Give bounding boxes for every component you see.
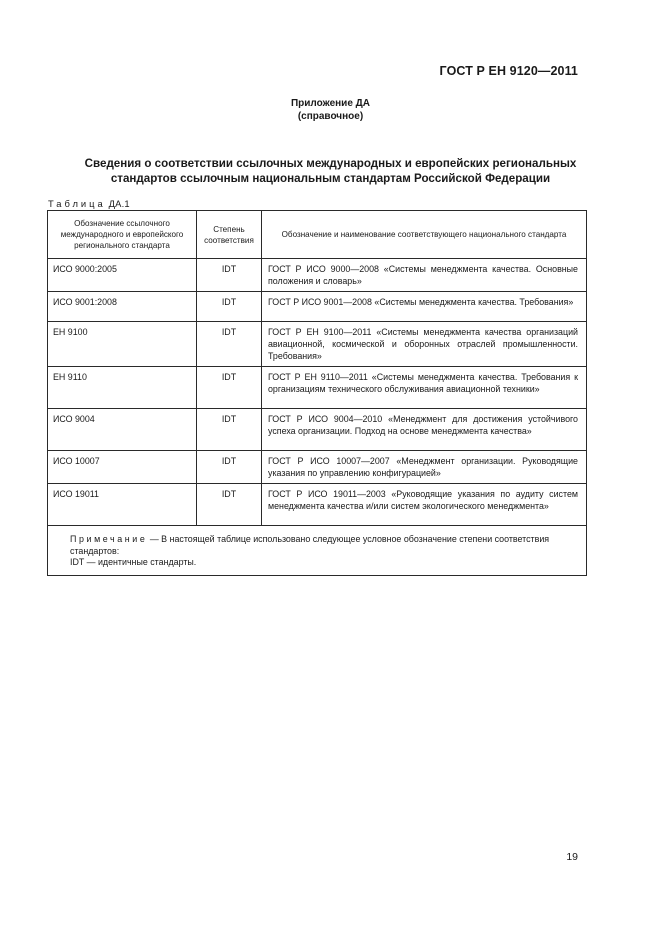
table-row <box>48 484 587 526</box>
reference-standard-cell: ИСО 9000:2005 <box>48 259 197 292</box>
degree-cell: IDT <box>197 367 262 409</box>
section-heading-line-1: Сведения о соответствии ссылочных международных и европейских региональных <box>84 157 577 170</box>
national-standard-cell: ГОСТ Р ИСО 10007—2007 «Менеджмент организации. Руководящие указания по управлению конфигурацией» <box>262 451 587 484</box>
table-caption-word: Таблица <box>48 198 106 209</box>
national-standard-cell: ГОСТ Р ИСО 9004—2010 «Менеджмент для достижения устойчивого успеха организации. Подход на основе менеджмента качества» <box>262 409 587 451</box>
national-standard-cell: ГОСТ Р ЕН 9100—2011 «Системы менеджмента качества организаций авиационной, космической и оборонных отраслей промышленности. Требования» <box>262 322 587 367</box>
degree-cell: IDT <box>197 484 262 526</box>
table-row <box>48 322 587 367</box>
national-standard-cell: ГОСТ Р ИСО 9000—2008 «Системы менеджмента качества. Основные положения и словарь» <box>262 259 587 292</box>
degree-cell: IDT <box>197 259 262 292</box>
header-national-standard: Обозначение и наименование соответствующего национального стандарта <box>262 211 587 259</box>
appendix-title: Приложение ДА <box>290 98 371 109</box>
table-row <box>48 367 587 409</box>
table-note-row <box>48 526 587 576</box>
table-caption-id: ДА.1 <box>108 198 130 209</box>
table-note <box>48 526 587 576</box>
table-row <box>48 409 587 451</box>
reference-standard-cell: ИСО 9001:2008 <box>48 292 197 322</box>
header-degree-of-correspondence: Степень соответствия <box>197 211 262 259</box>
appendix-subtitle: (справочное) <box>297 111 364 122</box>
appendix-heading <box>0 97 661 123</box>
table-row <box>48 451 587 484</box>
degree-cell: IDT <box>197 292 262 322</box>
national-standard-cell: ГОСТ Р ИСО 19011—2003 «Руководящие указания по аудиту систем менеджмента качества и/или систем экологического менеджмента» <box>262 484 587 526</box>
note-text: — В настоящей таблице использовано следующее условное обозначение степени соответствия стандартов: <box>70 534 550 556</box>
section-heading-line-2: стандартов ссылочным национальным стандартам Российской Федерации <box>110 172 551 185</box>
degree-cell: IDT <box>197 451 262 484</box>
correspondence-table <box>47 210 587 576</box>
reference-standard-cell: ИСО 9004 <box>48 409 197 451</box>
reference-standard-cell: ЕН 9110 <box>48 367 197 409</box>
note-label: Примечание <box>70 534 148 544</box>
table-row <box>48 259 587 292</box>
document-code: ГОСТ Р ЕН 9120—2011 <box>439 64 578 78</box>
national-standard-cell: ГОСТ Р ИСО 9001—2008 «Системы менеджмента качества. Требования» <box>262 292 587 322</box>
national-standard-cell: ГОСТ Р ЕН 9110—2011 «Системы менеджмента качества. Требования к организациям технического обслуживания авиационной техники» <box>262 367 587 409</box>
degree-cell: IDT <box>197 322 262 367</box>
table-row <box>48 292 587 322</box>
degree-cell: IDT <box>197 409 262 451</box>
reference-standard-cell: ИСО 10007 <box>48 451 197 484</box>
table-header-row <box>48 211 587 259</box>
header-reference-standard: Обозначение ссылочного международного и европейского регионального стандарта <box>48 211 197 259</box>
reference-standard-cell: ИСО 19011 <box>48 484 197 526</box>
table-caption <box>48 198 130 209</box>
section-heading <box>48 156 613 186</box>
reference-standard-cell: ЕН 9100 <box>48 322 197 367</box>
note-line-2: IDT — идентичные стандарты. <box>70 557 197 567</box>
page-number: 19 <box>566 851 578 863</box>
